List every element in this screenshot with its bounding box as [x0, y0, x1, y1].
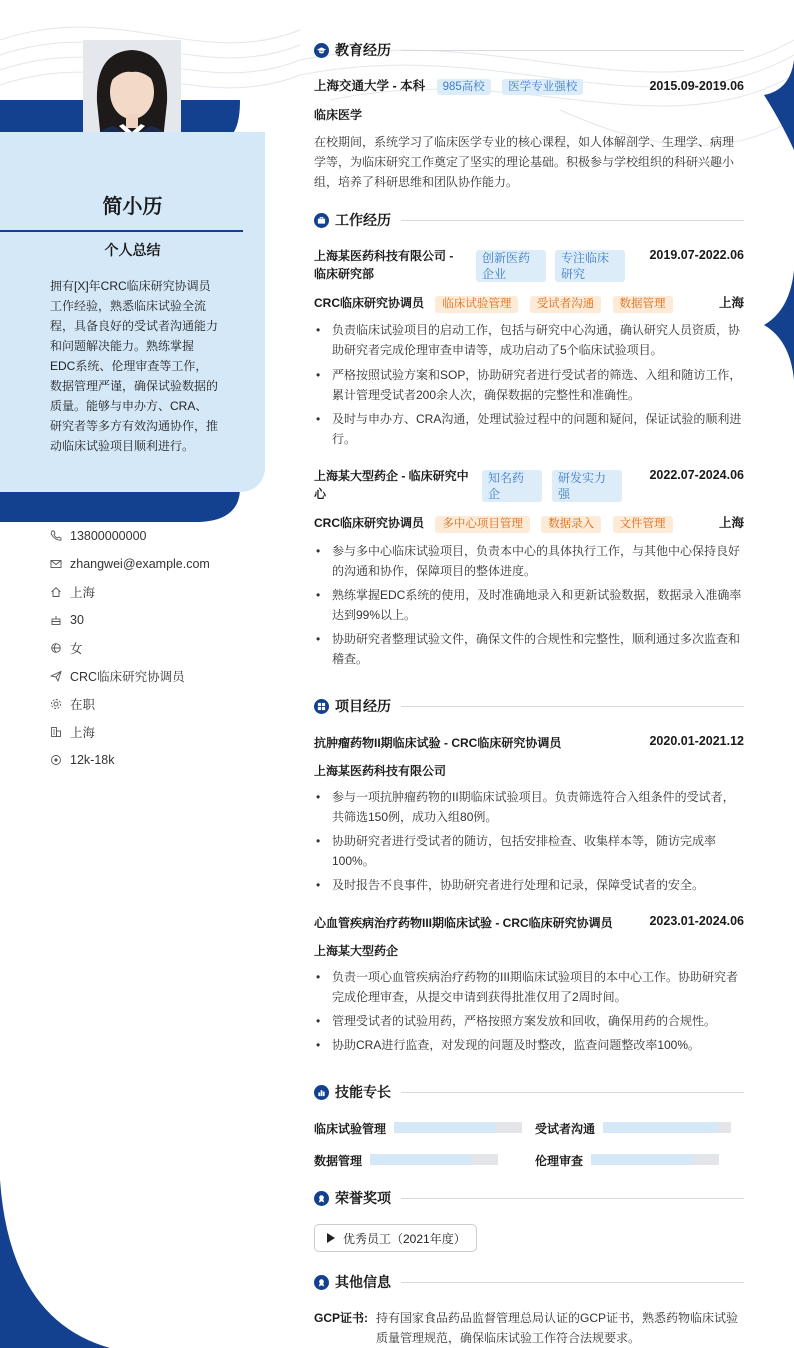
other-label: GCP证书:: [314, 1311, 369, 1325]
salary-icon: [50, 754, 62, 766]
job-date: 2019.07-2022.06: [649, 248, 744, 262]
job-tag: 专注临床 研究: [555, 250, 625, 282]
section-divider: [401, 706, 744, 707]
skill-name: 受试者沟通: [535, 1122, 596, 1136]
skill-bar-fill: [603, 1122, 718, 1133]
section-title: 教育经历: [335, 42, 391, 58]
skill-name: 伦理审查: [535, 1154, 584, 1168]
other-header: [314, 1272, 744, 1292]
contact-age: 30: [50, 606, 280, 634]
skill-name: 数据管理: [314, 1154, 363, 1168]
skill-bar-fill: [394, 1122, 496, 1133]
job-company: 上海某大型药企 - 临床研究中 心: [314, 469, 469, 501]
project-bullet: • 管理受试者的试验用药，严格按照方案发放和回收，确保用药的合规性。: [314, 1011, 744, 1031]
section-divider: [401, 1198, 744, 1199]
contact-city: 上海: [50, 718, 280, 746]
job-bullet: • 参与多中心临床试验项目，负责本中心的具体执行工作，与其他中心保持良好的沟通和协作，保障项目的整体进度。: [314, 541, 744, 581]
section-title: 其他信息: [335, 1274, 391, 1290]
skill-bar-fill: [591, 1154, 693, 1165]
job-role: CRC临床研究协调员: [314, 516, 424, 530]
project-title-row: [314, 734, 744, 751]
awards-header: [314, 1188, 744, 1208]
skill-name: 临床试验管理: [314, 1122, 387, 1136]
skill-tag: 数据管理: [613, 296, 673, 313]
section-title: 工作经历: [335, 212, 391, 228]
project-org: 上海某大型药企: [314, 944, 399, 958]
skill-tag: 受试者沟通: [530, 296, 602, 313]
award-item: 优秀员工（2021年度）: [314, 1224, 477, 1252]
job-city: 上海: [718, 296, 744, 310]
skill-bar-fill: [370, 1154, 472, 1165]
skill-tag: 多中心项目管理: [435, 516, 530, 533]
contact-gender: 女: [50, 634, 280, 662]
contact-position: CRC临床研究协调员: [50, 662, 280, 690]
project-bullet: • 协助研究者进行受试者的随访，包括安排检查、收集样本等，随访完成率100%。: [314, 831, 744, 871]
work-header: [314, 210, 744, 230]
school-name: 上海交通大学 - 本科: [314, 79, 426, 93]
section-title: 技能专长: [335, 1084, 391, 1100]
project-date: 2023.01-2024.06: [649, 914, 744, 928]
home-icon: [50, 586, 62, 598]
job-role-row: [314, 515, 744, 533]
summary-title: 个人总结: [104, 242, 161, 258]
skill-bar: [603, 1122, 731, 1133]
section-divider: [401, 220, 744, 221]
project-name: 心血管疾病治疗药物III期临床试验 - CRC临床研究协调员: [314, 916, 613, 930]
left-sidebar: [0, 0, 290, 1348]
grid-icon: [314, 699, 329, 714]
name-divider: [0, 230, 243, 232]
skill-tag: 临床试验管理: [435, 296, 518, 313]
chart-icon: [314, 1085, 329, 1100]
project-title-row: [314, 914, 744, 931]
job-bullet: • 及时与申办方、CRA沟通，处理试验过程中的问题和疑问，保证试验的顺利进行。: [314, 409, 744, 449]
skill-tag: 文件管理: [613, 516, 673, 533]
job-bullet: • 熟练掌握EDC系统的使用，及时准确地录入和更新试验数据，数据录入准确率达到99%以上。: [314, 585, 744, 625]
project-name: 抗肿瘤药物II期临床试验 - CRC临床研究协调员: [314, 736, 562, 750]
phone-icon: [50, 530, 62, 542]
education-tag: 医学专业强校: [502, 79, 583, 95]
project-bullet: • 协助CRA进行监查，对发现的问题及时整改，监查问题整改率100%。: [314, 1035, 744, 1055]
skills-header: [314, 1082, 744, 1102]
section-title: 荣誉奖项: [335, 1190, 391, 1206]
project-bullet: • 负责一项心血管疾病治疗药物的III期临床试验项目的本中心工作。协助研究者完成伦理审查，从提交申请到获得批准仅用了2周时间。: [314, 967, 744, 1007]
contact-phone: 13800000000: [50, 522, 280, 550]
other-text: 持有国家食品药品监督管理总局认证的GCP证书，熟悉药物临床试验质量管理规范，确保临床试验工作符合法规要求。: [376, 1311, 739, 1345]
job-bullet: • 协助研究者整理试验文件，确保文件的合规性和完整性，顺利通过多次监查和稽查。: [314, 629, 744, 669]
person-name: 简小历: [102, 196, 163, 218]
section-title: 项目经历: [335, 698, 391, 714]
education-school-row: [314, 78, 744, 95]
project-bullet: • 参与一项抗肿瘤药物的II期临床试验项目。负责筛选符合入组条件的受试者，共筛选150例，成功入组80例。: [314, 787, 744, 827]
contact-salary: 12k-18k: [50, 746, 280, 774]
gender-icon: [50, 642, 62, 654]
education-tag: 985高校: [437, 79, 491, 95]
award-icon: [314, 1191, 329, 1206]
award-icon: [314, 1275, 329, 1290]
contact-email: zhangwei@example.com: [50, 550, 280, 578]
job-city: 上海: [718, 516, 744, 530]
triangle-right-icon: [327, 1233, 335, 1243]
project-org: 上海某医药科技有限公司: [314, 764, 447, 778]
send-icon: [50, 670, 62, 682]
project-date: 2020.01-2021.12: [649, 734, 744, 748]
contact-list: [50, 522, 280, 774]
building-icon: [50, 726, 62, 738]
job-bullet: • 负责临床试验项目的启动工作，包括与研究中心沟通，确认研究人员资质，协助研究者完成伦理审查申请等，成功启动了5个临床试验项目。: [314, 320, 744, 360]
education-header: [314, 40, 744, 60]
status-icon: [50, 698, 62, 710]
contact-status: 在职: [50, 690, 280, 718]
section-divider: [401, 50, 744, 51]
education-date: 2015.09-2019.06: [649, 79, 744, 93]
job-role: CRC临床研究协调员: [314, 296, 424, 310]
job-tag: 知名药 企: [482, 470, 542, 502]
projects-header: [314, 696, 744, 716]
job-company: 上海某医药科技有限公司 - 临床研究部: [314, 249, 454, 281]
skill-bar: [370, 1154, 498, 1165]
graduation-cap-icon: [314, 43, 329, 58]
summary-text: 拥有[X]年CRC临床研究协调员工作经验，熟悉临床试验全流程，具备良好的受试者沟通能力和问题解决能力。熟练掌握EDC系统、伦理审查等工作，数据管理严谨，确保试验数据的质量。能够与申办方、CRA、研究者等多方有效沟通协作，推动临床试验项目顺利进行。: [50, 279, 219, 453]
job-date: 2022.07-2024.06: [649, 468, 744, 482]
education-description: 在校期间，系统学习了临床医学专业的核心课程，如人体解剖学、生理学、病理学等，为临床研究工作奠定了坚实的理论基础。积极参与学校组织的科研兴趣小组，培养了科研思维和团队协作能力。: [314, 135, 735, 189]
job-tag: 创新医药 企业: [476, 250, 546, 282]
job-bullet: • 严格按照试验方案和SOP，协助研究者进行受试者的筛选、入组和随访工作，累计管理受试者200余人次，确保数据的完整性和准确性。: [314, 365, 744, 405]
contact-address: 上海: [50, 578, 280, 606]
mail-icon: [50, 558, 62, 570]
education-major: 临床医学: [314, 108, 363, 122]
skill-tag: 数据录入: [541, 516, 601, 533]
section-divider: [401, 1092, 744, 1093]
job-tag: 研发实力 强: [552, 470, 622, 502]
job-role-row: [314, 295, 744, 313]
skill-bar: [394, 1122, 522, 1133]
project-bullet: • 及时报告不良事件，协助研究者进行处理和记录，保障受试者的安全。: [314, 875, 744, 895]
skill-bar: [591, 1154, 719, 1165]
briefcase-icon: [314, 213, 329, 228]
section-divider: [401, 1282, 744, 1283]
cake-icon: [50, 614, 62, 626]
